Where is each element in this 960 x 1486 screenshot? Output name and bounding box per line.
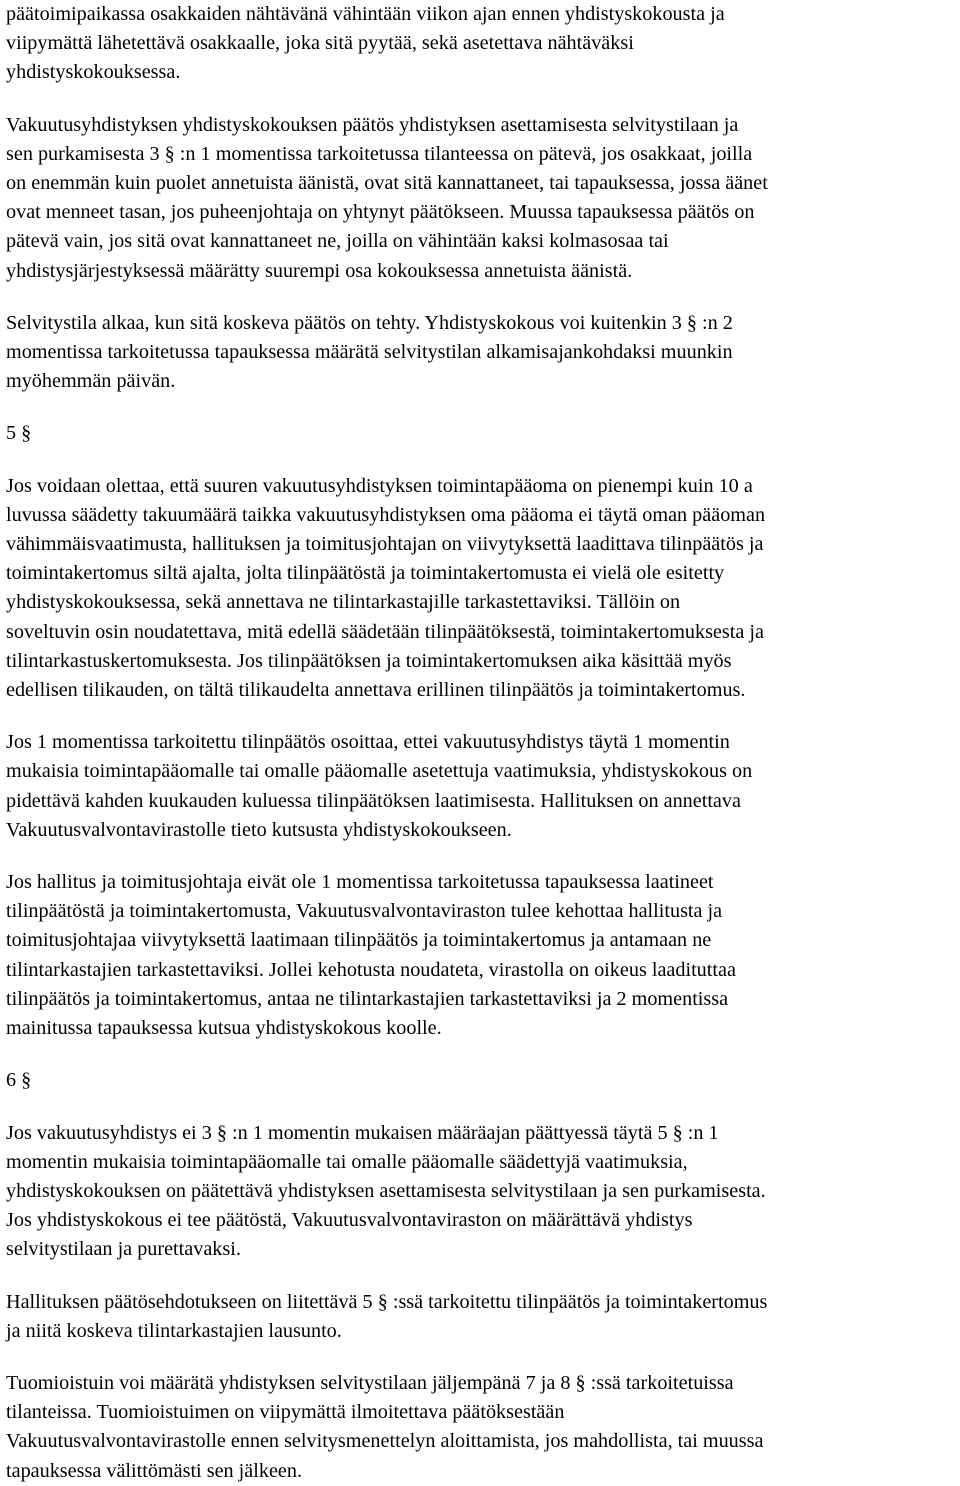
text-line: mainitussa tapauksessa kutsua yhdistyskokous koolle. bbox=[6, 1017, 442, 1040]
text-line: päätoimipaikassa osakkaiden nähtävänä vähintään viikon ajan ennen yhdistyskokousta ja bbox=[6, 3, 725, 25]
paragraph bbox=[6, 868, 956, 1043]
paragraph-gap bbox=[6, 705, 956, 728]
paragraph-gap bbox=[6, 1096, 956, 1119]
paragraph-gap bbox=[6, 1043, 956, 1066]
paragraph-gap bbox=[6, 286, 956, 309]
text-line: pätevä vain, jos sitä ovat kannattaneet ne, joilla on vähintään kaksi kolmasosaa tai bbox=[6, 230, 669, 253]
paragraph-gap bbox=[6, 1265, 956, 1288]
text-line: tilinpäätös ja toimintakertomus, antaa ne tilintarkastajien tarkastettaviksi ja 2 momentissa bbox=[6, 987, 729, 1010]
paragraph-gap bbox=[6, 88, 956, 111]
text-line: toimitusjohtajaa viivytyksettä laatimaan tilinpäätös ja toimintakertomus ja antamaan ne bbox=[6, 929, 712, 952]
text-line: Jos vakuutusyhdistys ei 3 § :n 1 momentin mukaisen määräajan päättyessä täytä 5 § :n 1 bbox=[6, 1121, 719, 1144]
text-line: sen purkamisesta 3 § :n 1 momentissa tarkoitetussa tilanteessa on pätevä, jos osakkaat, joilla bbox=[6, 142, 753, 165]
paragraph bbox=[6, 1369, 956, 1486]
text-line: vähimmäisvaatimusta, hallituksen ja toimitusjohtajan on viivytyksettä laadittava tilinpäätös ja bbox=[6, 533, 764, 556]
paragraph bbox=[6, 1288, 956, 1346]
text-line: toimintakertomus siltä ajalta, jolta tilinpäätöstä ja toimintakertomusta ei vielä ole esitetty bbox=[6, 562, 725, 585]
paragraph bbox=[6, 309, 956, 397]
paragraph bbox=[6, 0, 956, 88]
text-line: Jos hallitus ja toimitusjohtaja eivät ole 1 momentissa tarkoitetussa tapauksessa laatineet bbox=[6, 871, 714, 894]
text-line: momentissa tarkoitetussa tapauksessa määrätä selvitystilan alkamisajankohdaksi muunkin bbox=[6, 341, 733, 364]
text-line: Selvitystila alkaa, kun sitä koskeva päätös on tehty. Yhdistyskokous voi kuitenkin 3 § :n 2 bbox=[6, 311, 733, 334]
paragraph bbox=[6, 472, 956, 706]
text-line: myöhemmän päivän. bbox=[6, 370, 176, 393]
text-line: 5 § bbox=[6, 422, 32, 445]
text-line: yhdistyskokouksessa, sekä annettava ne tilintarkastajille tarkastettaviksi. Tällöin on bbox=[6, 591, 681, 614]
text-line: tilanteissa. Tuomioistuimen on viipymättä ilmoitettava päätöksestään bbox=[6, 1401, 565, 1424]
text-line: mukaisia toimintapääomalle tai omalle pääomalle asetettuja vaatimuksia, yhdistyskokous on bbox=[6, 760, 753, 783]
text-line: Vakuutusvalvontavirastolle tieto kutsusta yhdistyskokoukseen. bbox=[6, 818, 512, 841]
paragraph-gap bbox=[6, 1346, 956, 1369]
text-line: Jos yhdistyskokous ei tee päätöstä, Vakuutusvalvontaviraston on määrättävä yhdistys bbox=[6, 1209, 693, 1232]
text-line: on enemmän kuin puolet annetuista äänistä, ovat sitä kannattaneet, tai tapauksessa, jossa äänet bbox=[6, 172, 768, 195]
text-line: pidettävä kahden kuukauden kuluessa tilinpäätöksen laatimisesta. Hallituksen on annettava bbox=[6, 789, 741, 812]
text-line: ovat menneet tasan, jos puheenjohtaja on yhtynyt päätökseen. Muussa tapauksessa päätös on bbox=[6, 201, 755, 224]
paragraph bbox=[6, 1119, 956, 1265]
text-line: tilintarkastuskertomuksesta. Jos tilinpäätöksen ja toimintakertomuksen aika käsittää myös bbox=[6, 649, 732, 672]
text-line: viipymättä lähetettävä osakkaalle, joka sitä pyytää, sekä asetettava nähtäväksi bbox=[6, 32, 634, 55]
paragraph-gap bbox=[6, 396, 956, 419]
paragraph bbox=[6, 111, 956, 286]
text-line: yhdistyskokouksen on päätettävä yhdistyksen asettamisesta selvitystilaan ja sen purkamisesta. bbox=[6, 1179, 766, 1202]
text-line: soveltuvin osin noudatettava, mitä edellä säädetään tilinpäätöksestä, toimintakertomuksesta ja bbox=[6, 620, 764, 643]
text-line: tilintarkastajien tarkastettaviksi. Jollei kehotusta noudateta, virastolla on oikeus laadituttaa bbox=[6, 958, 736, 981]
text-line: Vakuutusyhdistyksen yhdistyskokouksen päätös yhdistyksen asettamisesta selvitystilaan ja bbox=[6, 113, 739, 136]
text-line: Jos voidaan olettaa, että suuren vakuutusyhdistyksen toimintapääoma on pienempi kuin 10 a bbox=[6, 474, 753, 497]
section-heading bbox=[6, 1066, 956, 1095]
document-page bbox=[6, 0, 956, 1486]
text-line: luvussa säädetty takuumäärä taikka vakuutusyhdistyksen oma pääoma ei täytä oman pääoman bbox=[6, 503, 766, 526]
paragraph-gap bbox=[6, 845, 956, 868]
text-line: Jos 1 momentissa tarkoitettu tilinpäätös osoittaa, ettei vakuutusyhdistys täytä 1 momentin bbox=[6, 731, 730, 754]
text-line: edellisen tilikauden, on tältä tilikaudelta annettava erillinen tilinpäätös ja toimintakertomus. bbox=[6, 679, 746, 702]
text-line: ja niitä koskeva tilintarkastajien lausunto. bbox=[6, 1319, 342, 1342]
text-line: 6 § bbox=[6, 1069, 32, 1092]
paragraph bbox=[6, 728, 956, 845]
text-line: Tuomioistuin voi määrätä yhdistyksen selvitystilaan jäljempänä 7 ja 8 § :ssä tarkoitetuissa bbox=[6, 1371, 734, 1394]
text-line: momentin mukaisia toimintapääomalle tai omalle pääomalle säädettyjä vaatimuksia, bbox=[6, 1150, 688, 1173]
text-line: yhdistyskokouksessa. bbox=[6, 61, 181, 84]
section-heading bbox=[6, 419, 956, 448]
text-line: tapauksessa välittömästi sen jälkeen. bbox=[6, 1459, 303, 1482]
text-line: yhdistysjärjestyksessä määrätty suurempi osa kokouksessa annetuista äänistä. bbox=[6, 259, 633, 282]
text-line: Hallituksen päätösehdotukseen on liitettävä 5 § :ssä tarkoitettu tilinpäätös ja toimintakertomus bbox=[6, 1290, 768, 1313]
paragraph-gap bbox=[6, 449, 956, 472]
text-line: selvitystilaan ja purettavaksi. bbox=[6, 1238, 241, 1261]
text-line: tilinpäätöstä ja toimintakertomusta, Vakuutusvalvontaviraston tulee kehottaa hallitusta ja bbox=[6, 900, 723, 923]
text-line: Vakuutusvalvontavirastolle ennen selvitysmenettelyn aloittamista, jos mahdollista, tai muussa bbox=[6, 1430, 764, 1453]
